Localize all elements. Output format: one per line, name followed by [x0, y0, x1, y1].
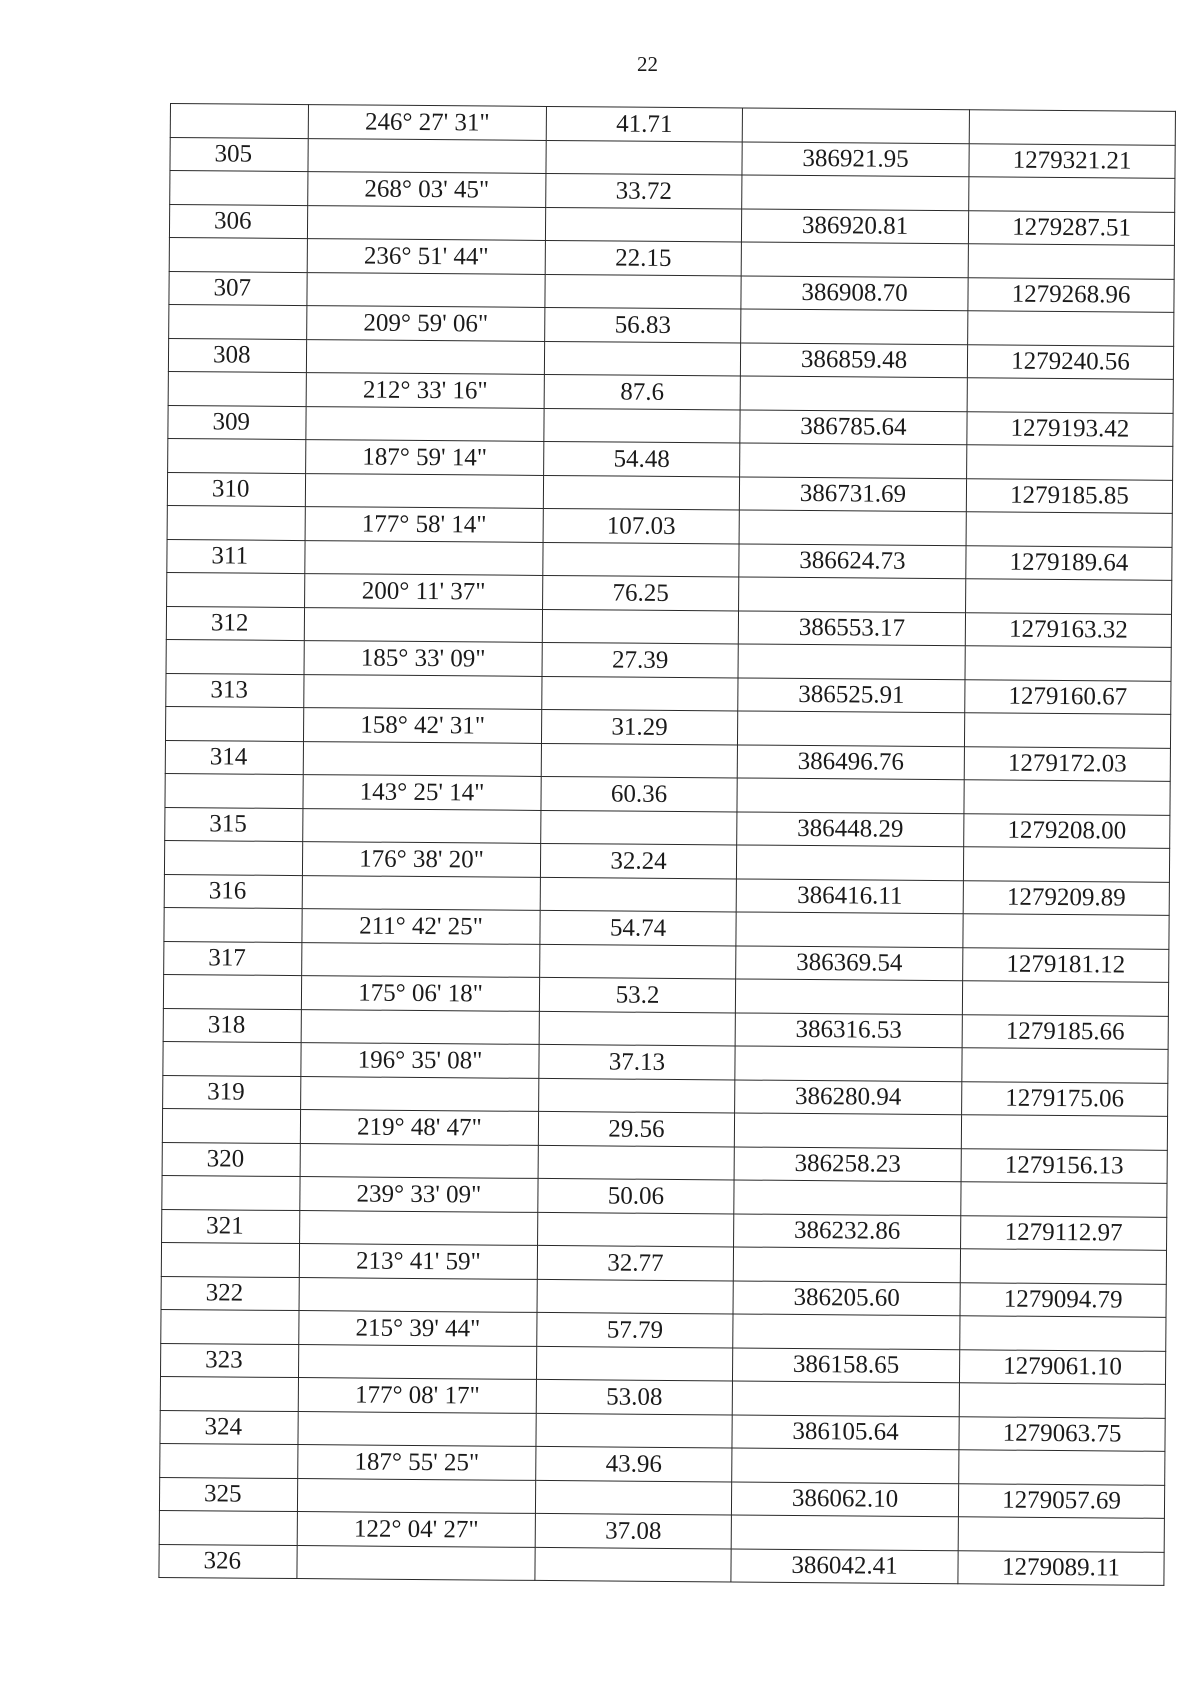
distance-cell [545, 274, 741, 309]
bearing-cell [303, 808, 541, 843]
station-cell [167, 572, 305, 607]
distance-cell [536, 1346, 732, 1381]
page-number: 22 [637, 52, 658, 76]
station-cell [168, 438, 306, 473]
easting-cell: 1279163.32 [965, 612, 1171, 647]
northing-cell [741, 309, 968, 344]
bearing-cell [298, 1344, 536, 1379]
station-cell [164, 907, 302, 942]
distance-cell: 57.79 [537, 1312, 733, 1347]
distance-cell [540, 944, 736, 979]
distance-cell [537, 1279, 733, 1314]
northing-cell: 386158.65 [732, 1347, 959, 1382]
station-row [159, 1544, 1164, 1585]
distance-cell [545, 207, 741, 242]
bearing-cell: 122° 04' 27" [297, 1512, 535, 1547]
station-cell [163, 1041, 301, 1076]
bearing-cell: 187° 55' 25" [298, 1445, 536, 1480]
station-cell: 310 [167, 472, 305, 507]
northing-cell: 386232.86 [734, 1213, 961, 1248]
station-cell: 324 [160, 1410, 298, 1445]
easting-cell [967, 445, 1173, 480]
easting-cell: 1279057.69 [958, 1483, 1164, 1518]
station-cell [170, 104, 308, 139]
station-cell: 315 [165, 807, 303, 842]
distance-cell [539, 1011, 735, 1046]
easting-cell [967, 378, 1173, 413]
distance-cell: 107.03 [543, 508, 739, 543]
easting-cell [965, 646, 1171, 681]
northing-cell: 386496.76 [737, 744, 964, 779]
easting-cell [962, 1048, 1168, 1083]
northing-cell: 386258.23 [734, 1146, 961, 1181]
station-cell: 313 [166, 673, 304, 708]
bearing-cell [305, 473, 543, 508]
station-cell: 312 [166, 606, 304, 641]
northing-cell [737, 711, 964, 746]
bearing-cell: 200° 11' 37" [305, 574, 543, 609]
distance-cell [542, 676, 738, 711]
northing-cell: 386731.69 [739, 476, 966, 511]
station-cell: 317 [164, 941, 302, 976]
station-cell [170, 171, 308, 206]
easting-cell [963, 914, 1169, 949]
bearing-cell: 209° 59' 06" [307, 306, 545, 341]
northing-cell [733, 1314, 960, 1349]
station-cell [165, 706, 303, 741]
station-cell [169, 304, 307, 339]
easting-cell: 1279094.79 [960, 1282, 1166, 1317]
easting-cell [968, 311, 1174, 346]
easting-cell [959, 1450, 1165, 1485]
bearing-cell: 211° 42' 25" [302, 909, 540, 944]
bearing-cell [304, 674, 542, 709]
station-cell [169, 237, 307, 272]
northing-cell [735, 979, 962, 1014]
bearing-cell [306, 406, 544, 441]
bearing-cell [301, 1009, 539, 1044]
bearing-cell [299, 1277, 537, 1312]
bearing-cell [302, 875, 540, 910]
survey-coordinate-table [158, 103, 1176, 1586]
station-cell: 308 [168, 338, 306, 373]
bearing-cell [298, 1411, 536, 1446]
station-cell: 322 [161, 1276, 299, 1311]
bearing-cell: 177° 08' 17" [298, 1378, 536, 1413]
bearing-cell: 212° 33' 16" [306, 373, 544, 408]
bearing-cell [297, 1478, 535, 1513]
northing-cell [735, 1046, 962, 1081]
easting-cell [969, 177, 1175, 212]
northing-cell: 386525.91 [738, 677, 965, 712]
easting-cell: 1279061.10 [959, 1349, 1165, 1384]
easting-cell: 1279287.51 [968, 210, 1174, 245]
distance-cell [544, 408, 740, 443]
northing-cell [732, 1381, 959, 1416]
easting-cell [966, 579, 1172, 614]
northing-cell [737, 778, 964, 813]
station-cell: 323 [160, 1343, 298, 1378]
easting-cell [969, 110, 1175, 145]
easting-cell: 1279268.96 [968, 277, 1174, 312]
distance-cell [544, 341, 740, 376]
station-cell [166, 639, 304, 674]
distance-cell: 37.08 [535, 1513, 731, 1548]
station-cell: 326 [159, 1544, 297, 1579]
station-cell [160, 1443, 298, 1478]
northing-cell: 386908.70 [741, 275, 968, 310]
easting-cell [966, 512, 1172, 547]
bearing-cell: 177° 58' 14" [305, 507, 543, 542]
easting-cell [962, 981, 1168, 1016]
bearing-cell [307, 272, 545, 307]
distance-cell: 32.24 [540, 843, 736, 878]
station-cell [163, 974, 301, 1009]
station-cell: 325 [159, 1477, 297, 1512]
distance-cell: 50.06 [538, 1178, 734, 1213]
bearing-cell [305, 540, 543, 575]
distance-cell: 33.72 [546, 173, 742, 208]
easting-cell: 1279189.64 [966, 545, 1172, 580]
easting-cell: 1279181.12 [963, 947, 1169, 982]
bearing-cell [300, 1210, 538, 1245]
bearing-cell: 236° 51' 44" [307, 239, 545, 274]
station-cell [164, 840, 302, 875]
distance-cell: 22.15 [545, 240, 741, 275]
distance-cell: 76.25 [543, 575, 739, 610]
northing-cell [732, 1448, 959, 1483]
station-cell [161, 1309, 299, 1344]
northing-cell: 386921.95 [742, 141, 969, 176]
easting-cell [958, 1517, 1164, 1552]
station-cell: 316 [164, 874, 302, 909]
station-cell: 311 [167, 539, 305, 574]
northing-cell: 386105.64 [732, 1414, 959, 1449]
bearing-cell [307, 205, 545, 240]
distance-cell: 32.77 [537, 1245, 733, 1280]
distance-cell: 53.08 [536, 1379, 732, 1414]
station-cell: 319 [163, 1075, 301, 1110]
station-cell [162, 1108, 300, 1143]
bearing-cell: 175° 06' 18" [301, 976, 539, 1011]
easting-cell [961, 1182, 1167, 1217]
easting-cell [964, 780, 1170, 815]
easting-cell: 1279240.56 [967, 344, 1173, 379]
easting-cell: 1279208.00 [964, 813, 1170, 848]
bearing-cell: 219° 48' 47" [300, 1110, 538, 1145]
northing-cell [741, 242, 968, 277]
bearing-cell [302, 942, 540, 977]
station-cell: 306 [169, 204, 307, 239]
station-cell: 318 [163, 1008, 301, 1043]
distance-cell [535, 1547, 731, 1582]
bearing-cell: 143° 25' 14" [303, 775, 541, 810]
bearing-cell: 268° 03' 45" [308, 172, 546, 207]
bearing-cell [306, 339, 544, 374]
easting-cell: 1279063.75 [959, 1416, 1165, 1451]
distance-cell [546, 140, 742, 175]
easting-cell: 1279175.06 [962, 1081, 1168, 1116]
distance-cell [543, 542, 739, 577]
northing-cell: 386316.53 [735, 1012, 962, 1047]
northing-cell: 386920.81 [741, 208, 968, 243]
station-cell: 320 [162, 1142, 300, 1177]
northing-cell [736, 845, 963, 880]
distance-cell [535, 1480, 731, 1515]
easting-cell: 1279209.89 [963, 880, 1169, 915]
distance-cell: 54.74 [540, 910, 736, 945]
station-cell: 305 [170, 137, 308, 172]
northing-cell [740, 443, 967, 478]
easting-cell: 1279172.03 [964, 746, 1170, 781]
northing-cell [738, 644, 965, 679]
station-cell [167, 505, 305, 540]
station-cell [161, 1242, 299, 1277]
station-cell [162, 1175, 300, 1210]
distance-cell [536, 1413, 732, 1448]
northing-cell [739, 577, 966, 612]
bearing-cell [301, 1076, 539, 1111]
northing-cell: 386553.17 [738, 610, 965, 645]
distance-cell [541, 743, 737, 778]
easting-cell [964, 713, 1170, 748]
northing-cell: 386624.73 [739, 543, 966, 578]
easting-cell [959, 1383, 1165, 1418]
bearing-cell [300, 1143, 538, 1178]
station-cell: 321 [162, 1209, 300, 1244]
easting-cell: 1279112.97 [961, 1215, 1167, 1250]
bearing-cell: 187° 59' 14" [306, 440, 544, 475]
distance-cell [541, 810, 737, 845]
distance-cell: 54.48 [544, 441, 740, 476]
easting-cell: 1279089.11 [958, 1550, 1164, 1585]
distance-cell: 31.29 [541, 709, 737, 744]
station-cell [165, 773, 303, 808]
easting-cell: 1279160.67 [965, 679, 1171, 714]
northing-cell [734, 1180, 961, 1215]
bearing-cell: 196° 35' 08" [301, 1043, 539, 1078]
bearing-cell [297, 1545, 535, 1580]
distance-cell [543, 475, 739, 510]
easting-cell [968, 244, 1174, 279]
bearing-cell [303, 741, 541, 776]
distance-cell: 41.71 [546, 106, 742, 141]
northing-cell [742, 108, 969, 143]
station-cell [159, 1510, 297, 1545]
easting-cell [960, 1316, 1166, 1351]
northing-cell: 386205.60 [733, 1280, 960, 1315]
bearing-cell: 185° 33' 09" [304, 641, 542, 676]
northing-cell: 386785.64 [740, 409, 967, 444]
northing-cell [739, 510, 966, 545]
station-cell [160, 1376, 298, 1411]
easting-cell [960, 1249, 1166, 1284]
bearing-cell: 158° 42' 31" [303, 708, 541, 743]
northing-cell [740, 376, 967, 411]
easting-cell: 1279321.21 [969, 143, 1175, 178]
bearing-cell: 239° 33' 09" [300, 1177, 538, 1212]
distance-cell: 53.2 [539, 977, 735, 1012]
easting-cell: 1279156.13 [961, 1148, 1167, 1183]
distance-cell: 60.36 [541, 776, 737, 811]
distance-cell: 43.96 [536, 1446, 732, 1481]
distance-cell [538, 1145, 734, 1180]
northing-cell [733, 1247, 960, 1282]
distance-cell [539, 1078, 735, 1113]
northing-cell: 386062.10 [731, 1481, 958, 1516]
northing-cell: 386369.54 [736, 945, 963, 980]
distance-cell: 37.13 [539, 1044, 735, 1079]
northing-cell: 386448.29 [737, 811, 964, 846]
distance-cell [542, 609, 738, 644]
station-cell: 307 [169, 271, 307, 306]
northing-cell: 386042.41 [731, 1548, 958, 1583]
distance-cell: 29.56 [538, 1111, 734, 1146]
bearing-cell: 176° 38' 20" [302, 842, 540, 877]
northing-cell: 386416.11 [736, 878, 963, 913]
northing-cell [742, 175, 969, 210]
bearing-cell [304, 607, 542, 642]
bearing-cell: 215° 39' 44" [299, 1311, 537, 1346]
station-cell [168, 371, 306, 406]
station-cell: 309 [168, 405, 306, 440]
northing-cell: 386859.48 [740, 342, 967, 377]
easting-cell [963, 847, 1169, 882]
northing-cell: 386280.94 [735, 1079, 962, 1114]
distance-cell: 87.6 [544, 374, 740, 409]
survey-table-body [159, 104, 1176, 1586]
station-cell: 314 [165, 740, 303, 775]
easting-cell: 1279185.85 [966, 478, 1172, 513]
distance-cell [540, 877, 736, 912]
easting-cell: 1279185.66 [962, 1014, 1168, 1049]
northing-cell [736, 912, 963, 947]
distance-cell: 56.83 [545, 307, 741, 342]
easting-cell [961, 1115, 1167, 1150]
bearing-cell: 213° 41' 59" [299, 1244, 537, 1279]
easting-cell: 1279193.42 [967, 411, 1173, 446]
bearing-cell [308, 138, 546, 173]
distance-cell: 27.39 [542, 642, 738, 677]
northing-cell [734, 1113, 961, 1148]
bearing-cell: 246° 27' 31" [308, 105, 546, 140]
distance-cell [538, 1212, 734, 1247]
northing-cell [731, 1515, 958, 1550]
